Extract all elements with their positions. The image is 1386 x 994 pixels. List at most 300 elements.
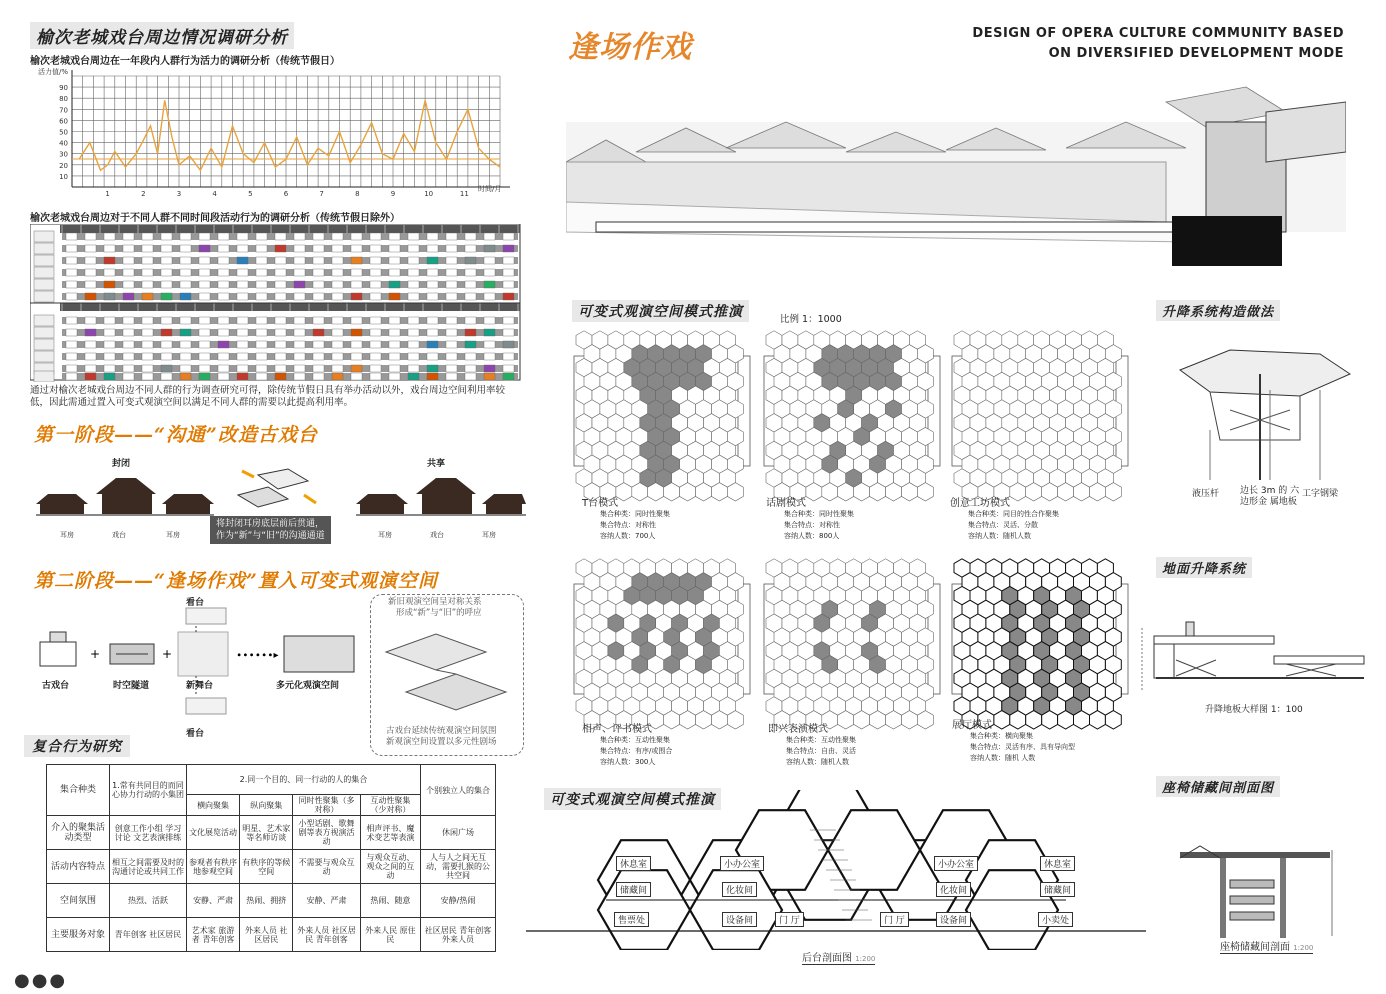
- table-cell: 外来人员 社区居民: [240, 918, 293, 952]
- activity-icon: [427, 293, 438, 300]
- scale-label: 比例 1：1000: [780, 314, 842, 325]
- table-subheader: 互动性聚集（少对称）: [360, 795, 420, 816]
- activity-icon: [199, 293, 210, 300]
- activity-icon: [256, 269, 267, 276]
- activity-icon: [427, 269, 438, 276]
- activity-icon: [484, 245, 495, 252]
- activity-icon: [389, 365, 400, 372]
- activity-icon: [142, 257, 153, 264]
- activity-icon: [180, 245, 191, 252]
- analysis-text: 通过对榆次老城戏台周边不同人群的行为调查研究可得，除传统节假日具有举办活动以外，戏台周边空间利用率较低，因此需通过置入可变式观演空间以满足不同人群的需要以此提高利用率。: [30, 385, 506, 408]
- svg-text:+: +: [90, 647, 101, 661]
- activity-icon: [503, 281, 514, 288]
- activity-icon: [218, 257, 229, 264]
- table-cell: 外来人民 原住民: [360, 918, 420, 952]
- activity-icon: [142, 293, 153, 300]
- activity-icon: [142, 317, 153, 324]
- activity-icon: [237, 373, 248, 380]
- activity-icon: [446, 341, 457, 348]
- activity-icon: [161, 245, 172, 252]
- activity-icon: [66, 373, 77, 380]
- activity-icon: [218, 245, 229, 252]
- activity-icon: [85, 317, 96, 324]
- activity-icon: [275, 341, 286, 348]
- chart-xlabel: 时间/月: [478, 185, 502, 193]
- ear-room-label: 耳房: [378, 531, 392, 539]
- activity-icon: [465, 365, 476, 372]
- activity-icon: [389, 281, 400, 288]
- stage1-note: 将封闭耳房底层前后贯通， 作为“新”与“旧”的沟通通道: [210, 516, 331, 544]
- activity-icon: [408, 245, 419, 252]
- activity-icon: [218, 365, 229, 372]
- activity-icon: [484, 269, 495, 276]
- activity-icon: [275, 373, 286, 380]
- activity-icon: [484, 365, 495, 372]
- activity-icon: [294, 233, 305, 240]
- activity-icon: [199, 269, 210, 276]
- activity-icon: [256, 293, 267, 300]
- activity-icon: [218, 373, 229, 380]
- room-label: 门 厅: [775, 912, 804, 927]
- hex-plan-3: [952, 331, 1128, 501]
- activity-icon: [332, 281, 343, 288]
- activity-icon: [370, 257, 381, 264]
- lift-label: 边长 3m 的 六边形金 属地板: [1240, 486, 1300, 507]
- activity-icon: [104, 365, 115, 372]
- activity-icon: [294, 341, 305, 348]
- hex-cell: [1074, 711, 1090, 729]
- mode-cap: 容纳人数：700人: [600, 532, 656, 540]
- activity-icon: [503, 329, 514, 336]
- activity-icon: [465, 269, 476, 276]
- activity-icon: [123, 257, 134, 264]
- hex-plan-1: [574, 331, 750, 501]
- activity-icon: [484, 281, 495, 288]
- activity-icon: [123, 373, 134, 380]
- activity-icon: [351, 233, 362, 240]
- mode-trait: 集合特点：对称性: [600, 521, 656, 529]
- room-label: 小办公室: [720, 856, 764, 871]
- activity-icon: [85, 353, 96, 360]
- activity-icon: [237, 293, 248, 300]
- x-tick-label: 2: [141, 190, 146, 198]
- activity-icon: [389, 317, 400, 324]
- y-tick-label: 40: [59, 139, 68, 148]
- activity-icon: [66, 233, 77, 240]
- floor-caption: 升降地板大样图 1：100: [1205, 705, 1303, 715]
- activity-icon: [446, 317, 457, 324]
- activity-icon: [313, 269, 324, 276]
- activity-icon: [275, 317, 286, 324]
- activity-icon: [313, 233, 324, 240]
- activity-icon: [199, 245, 210, 252]
- activity-icon: [66, 353, 77, 360]
- activity-icon: [408, 317, 419, 324]
- activity-icon: [503, 245, 514, 252]
- activity-icon: [142, 341, 153, 348]
- activity-icon: [199, 341, 210, 348]
- mode-name: 展厅模式: [952, 720, 992, 731]
- table-cell: 热闹、随意: [360, 884, 420, 918]
- activity-icon: [66, 293, 77, 300]
- activity-icon: [237, 257, 248, 264]
- table-header: 1.常有共同目的而同心协力行动的小集团: [110, 765, 187, 816]
- activity-icon: [180, 233, 191, 240]
- y-tick-label: 50: [59, 128, 68, 137]
- table-cell: 与观众互动、观众之间的互动: [360, 850, 420, 884]
- room-label: 门 厅: [880, 912, 909, 927]
- activity-icon: [465, 293, 476, 300]
- activity-icon: [66, 245, 77, 252]
- activity-icon: [294, 293, 305, 300]
- y-tick-label: 60: [59, 117, 68, 126]
- activity-icon: [294, 269, 305, 276]
- vitality-series-line: [79, 100, 500, 170]
- activity-icon: [218, 281, 229, 288]
- activity-icon: [66, 341, 77, 348]
- activity-icon: [351, 245, 362, 252]
- activity-icon: [427, 353, 438, 360]
- activity-icon: [370, 281, 381, 288]
- table-subheader: 同时性聚集（多对称）: [293, 795, 360, 816]
- x-tick-label: 3: [176, 190, 182, 198]
- activity-icon: [503, 353, 514, 360]
- activity-icon: [465, 341, 476, 348]
- activity-icon: [294, 257, 305, 264]
- activity-icon: [313, 245, 324, 252]
- watch-bottom-label: 看台: [186, 729, 205, 739]
- activity-icon: [408, 329, 419, 336]
- activity-icon: [180, 329, 191, 336]
- activity-icon: [161, 329, 172, 336]
- floor-lift-detail: [1136, 600, 1366, 700]
- activity-icon: [237, 281, 248, 288]
- activity-icon: [85, 257, 96, 264]
- stage-label: 戏台: [112, 531, 126, 539]
- mode-cap: 容纳人数：随机 人数: [970, 754, 1036, 762]
- y-tick-label: 20: [59, 161, 68, 170]
- activity-icon: [313, 293, 324, 300]
- table-cell: 热烈、活跃: [110, 884, 187, 918]
- seat-storage-section: [1160, 840, 1350, 940]
- activity-icon: [408, 365, 419, 372]
- activity-icon: [446, 281, 457, 288]
- mode-kind: 集合种类：横向聚集: [970, 732, 1033, 740]
- table-cell: 明星、艺术家等名师访谈: [240, 816, 293, 850]
- table-cell: 创意工作小组 学习讨论 文艺表演排练: [110, 816, 187, 850]
- person-icon: [34, 371, 54, 382]
- stage1-title: 第一阶段——“沟通”改造古戏台: [34, 424, 318, 446]
- activity-icon: [370, 233, 381, 240]
- activity-icon: [332, 365, 343, 372]
- activity-icon: [484, 257, 495, 264]
- activity-icon: [389, 353, 400, 360]
- activity-icon: [104, 317, 115, 324]
- section-caption: 后台剖面图 1:200: [802, 949, 875, 965]
- activity-icon: [199, 257, 210, 264]
- hex-plan-5: [764, 559, 940, 729]
- activity-icon: [275, 329, 286, 336]
- activity-icon: [275, 233, 286, 240]
- activity-icon: [351, 257, 362, 264]
- activity-icon: [66, 269, 77, 276]
- ear-room-label: 耳房: [166, 531, 180, 539]
- activity-icon: [465, 329, 476, 336]
- mode-caption: [582, 720, 672, 768]
- activity-icon: [161, 281, 172, 288]
- table-header: 集合种类: [47, 765, 110, 816]
- table-cell: 休闲广场: [421, 816, 496, 850]
- activity-icon: [104, 353, 115, 360]
- activity-icon: [256, 257, 267, 264]
- activity-icon: [332, 293, 343, 300]
- activity-icon: [237, 329, 248, 336]
- mode-trait: 集合特点：灵活有序、具有导向型: [970, 743, 1075, 751]
- activity-icon: [104, 293, 115, 300]
- activity-icon: [161, 257, 172, 264]
- seat-title: 座椅储藏间剖面图: [1156, 776, 1280, 797]
- activity-icon: [408, 373, 419, 380]
- activity-icon: [351, 269, 362, 276]
- floor-title: 地面升降系统: [1156, 557, 1252, 578]
- hex-cell: [1090, 711, 1106, 729]
- activity-icon: [370, 365, 381, 372]
- person-icon: [34, 267, 54, 278]
- mode-cap: 容纳人数：随机人数: [786, 758, 849, 766]
- ear-room-label: 耳房: [482, 531, 496, 539]
- activity-icon: [85, 365, 96, 372]
- activity-icon: [313, 281, 324, 288]
- activity-icon: [142, 365, 153, 372]
- hex-plan-4: [574, 559, 750, 729]
- activity-icon: [85, 329, 96, 336]
- activity-icon: [237, 317, 248, 324]
- activity-icon: [332, 341, 343, 348]
- more-dots-icon[interactable]: ●●●: [14, 970, 68, 991]
- activity-icon: [332, 233, 343, 240]
- mode-caption: [768, 720, 856, 768]
- room-label: 化妆间: [722, 882, 757, 897]
- activity-icon: [180, 317, 191, 324]
- activity-icon: [180, 373, 191, 380]
- activity-icon: [256, 281, 267, 288]
- activity-icon: [256, 373, 267, 380]
- table-cell: 相声评书、魔术变艺等表演: [360, 816, 420, 850]
- activity-icon: [484, 293, 495, 300]
- activity-icon: [104, 233, 115, 240]
- activity-icon: [275, 281, 286, 288]
- activity-icon: [237, 245, 248, 252]
- stage2-axonometric: [376, 622, 516, 722]
- flow-step-label: 新舞台: [186, 681, 214, 691]
- table-cell: 有秩序的等候空间: [240, 850, 293, 884]
- person-icon: [34, 291, 54, 302]
- room-label: 化妆间: [936, 882, 971, 897]
- closed-label: 封闭: [112, 459, 131, 469]
- activity-icon: [313, 341, 324, 348]
- activity-icon: [484, 233, 495, 240]
- activity-icon: [408, 281, 419, 288]
- activity-icon: [484, 373, 495, 380]
- stage2-title: 第二阶段——“逢场作戏”置入可变式观演空间: [34, 570, 438, 592]
- activity-icon: [446, 269, 457, 276]
- svg-text:+: +: [162, 647, 173, 661]
- mode-kind: 集合种类：同时性聚集: [784, 510, 854, 518]
- activity-icon: [446, 353, 457, 360]
- activity-icon: [66, 317, 77, 324]
- chart2-title: 榆次老城戏台周边对于不同人群不同时间段活动行为的调研分析（传统节假日除外）: [30, 213, 400, 224]
- study-table: [46, 764, 496, 952]
- activity-icon: [123, 293, 134, 300]
- flow-step-label: 时空隧道: [113, 681, 150, 691]
- watch-top-label: 看台: [186, 598, 205, 608]
- activity-icon: [237, 233, 248, 240]
- activity-icon: [351, 281, 362, 288]
- activity-icon: [218, 317, 229, 324]
- activity-icon: [256, 245, 267, 252]
- activity-icon: [199, 353, 210, 360]
- person-icon: [34, 327, 54, 338]
- mode-name: 相声、评书模式: [582, 724, 652, 735]
- activity-icon: [275, 365, 286, 372]
- table-cell: 参观者有秩序地参观空间: [187, 850, 240, 884]
- english-title: DESIGN OF OPERA CULTURE COMMUNITY BASED ON DIVERSIFIED DEVELOPMENT MODE: [972, 26, 1344, 61]
- activity-icon: [408, 353, 419, 360]
- mode-caption: [766, 494, 854, 542]
- room-label: 休息室: [1040, 856, 1075, 871]
- table-subheader: 横向聚集: [187, 795, 240, 816]
- activity-icon: [389, 341, 400, 348]
- activity-icon: [256, 233, 267, 240]
- seat-caption: 座椅储藏间剖面 1:200: [1220, 938, 1313, 954]
- activity-icon: [465, 373, 476, 380]
- activity-icon: [142, 245, 153, 252]
- activity-icon: [237, 269, 248, 276]
- activity-icon: [370, 293, 381, 300]
- table-header: 2.同一个目的、同一行动的人的集合: [187, 765, 421, 795]
- activity-icon: [389, 257, 400, 264]
- activity-icon: [161, 373, 172, 380]
- activity-icon: [256, 329, 267, 336]
- activity-icon: [427, 365, 438, 372]
- table-row: [47, 816, 496, 850]
- y-tick-label: 90: [59, 84, 68, 93]
- activity-icon: [142, 373, 153, 380]
- table-subheader: 纵向聚集: [240, 795, 293, 816]
- mode-trait: 集合特点：自由、灵活: [786, 747, 856, 755]
- table-cell: 青年创客 社区居民: [110, 918, 187, 952]
- activity-icon: [408, 293, 419, 300]
- activity-icon: [313, 329, 324, 336]
- activity-icon: [446, 373, 457, 380]
- mode-kind: 集合种类：同时性聚集: [600, 510, 670, 518]
- table-cell: 安静/热闹: [421, 884, 496, 918]
- activity-icon: [370, 317, 381, 324]
- person-icon: [34, 255, 54, 266]
- hex-plan-6: [952, 559, 1128, 729]
- activity-icon: [275, 257, 286, 264]
- activity-icon: [104, 329, 115, 336]
- activity-icon: [104, 269, 115, 276]
- lift-title: 升降系统构造做法: [1156, 300, 1280, 321]
- activity-icon: [351, 329, 362, 336]
- x-tick-label: 9: [390, 190, 396, 198]
- activity-icon: [408, 341, 419, 348]
- activity-icon: [123, 281, 134, 288]
- activity-icon: [275, 293, 286, 300]
- activity-icon: [199, 329, 210, 336]
- mode-kind: 集合种类：同目的性合作聚集: [968, 510, 1059, 518]
- activity-icon: [332, 329, 343, 336]
- mode-caption: [582, 494, 670, 542]
- hex-section-title: 可变式观演空间模式推演: [572, 300, 749, 322]
- activity-icon: [332, 245, 343, 252]
- activity-icon: [484, 353, 495, 360]
- activity-icon: [484, 329, 495, 336]
- room-label: 休息室: [616, 856, 651, 871]
- activity-icon: [85, 245, 96, 252]
- activity-icon: [275, 269, 286, 276]
- activity-icon: [180, 293, 191, 300]
- activity-icon: [85, 269, 96, 276]
- activity-icon: [104, 373, 115, 380]
- stage1-axonometric: [228, 465, 328, 515]
- person-icon: [34, 351, 54, 362]
- mode-cap: 容纳人数：800人: [784, 532, 840, 540]
- activity-icon: [123, 353, 134, 360]
- activity-icon: [237, 353, 248, 360]
- mode-cap: 容纳人数：300人: [600, 758, 656, 766]
- room-label: 小办公室: [934, 856, 978, 871]
- shared-label: 共享: [427, 459, 446, 469]
- table-cell: 不需要与观众互动: [293, 850, 360, 884]
- room-label: 储藏间: [616, 882, 651, 897]
- x-tick-label: 1: [105, 190, 110, 198]
- table-cell: 艺术家 旅游者 青年创客: [187, 918, 240, 952]
- activity-icon: [256, 365, 267, 372]
- activity-icon: [66, 365, 77, 372]
- svg-text:∙∙∙∙∙∙▸: ∙∙∙∙∙∙▸: [236, 650, 279, 661]
- activity-icon: [427, 329, 438, 336]
- table-cell: 热闹、拥挤: [240, 884, 293, 918]
- activity-icon: [218, 329, 229, 336]
- stage2-note-top: 新旧观演空间呈对称关系 形成“新”与“旧”的呼应: [388, 597, 482, 618]
- activity-icon: [446, 329, 457, 336]
- x-tick-label: 6: [283, 190, 289, 198]
- activity-icon: [294, 245, 305, 252]
- activity-icon: [123, 329, 134, 336]
- activity-icon: [294, 317, 305, 324]
- activity-icon: [446, 233, 457, 240]
- lift-structure-drawing: [1170, 330, 1360, 490]
- activity-icon: [332, 257, 343, 264]
- chart-ylabel: 活力值/%: [38, 68, 69, 76]
- activity-icon: [85, 341, 96, 348]
- mode-name: T台模式: [582, 498, 619, 509]
- study-title: 复合行为研究: [24, 735, 130, 757]
- activity-icon: [161, 353, 172, 360]
- activity-icon: [351, 365, 362, 372]
- activity-icon: [142, 329, 153, 336]
- activity-icon: [427, 373, 438, 380]
- activity-icon: [503, 365, 514, 372]
- section-title: 可变式观演空间模式推演: [544, 788, 721, 810]
- activity-icon: [427, 245, 438, 252]
- activity-icon: [427, 341, 438, 348]
- activity-icon: [161, 233, 172, 240]
- mode-cap: 容纳人数：随机人数: [968, 532, 1031, 540]
- activity-icon: [256, 353, 267, 360]
